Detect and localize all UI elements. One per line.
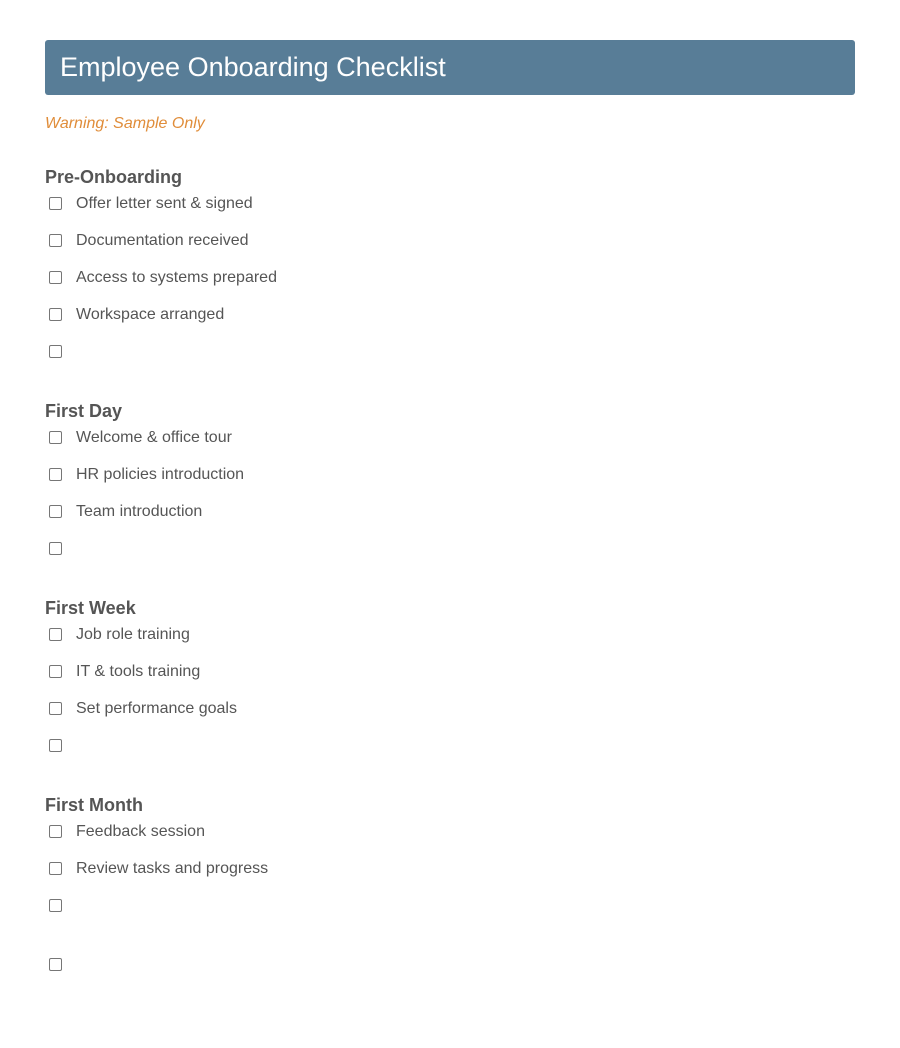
checkbox[interactable]	[49, 628, 62, 641]
checkbox[interactable]	[49, 542, 62, 555]
checklist-item-blank[interactable]	[45, 530, 855, 567]
checkbox[interactable]	[49, 234, 62, 247]
checkbox[interactable]	[49, 739, 62, 752]
checkbox[interactable]	[49, 862, 62, 875]
section-title: First Day	[45, 401, 123, 421]
item-label: Feedback session	[76, 822, 205, 840]
checklist-item-blank[interactable]	[45, 946, 855, 983]
checklist-page	[45, 40, 855, 983]
section-title: First Month	[45, 795, 143, 815]
item-label: Welcome & office tour	[76, 428, 232, 446]
item-label: Review tasks and progress	[76, 859, 269, 877]
section-title: Pre-Onboarding	[45, 167, 183, 187]
checklist-item-blank[interactable]	[45, 333, 855, 370]
checklist-item[interactable]	[45, 850, 855, 887]
section-first-month	[45, 794, 855, 924]
section-title: First Week	[45, 598, 136, 618]
checkbox[interactable]	[49, 197, 62, 210]
checklist-item[interactable]	[45, 813, 855, 850]
trailing-items	[45, 946, 855, 983]
item-label: HR policies introduction	[76, 465, 245, 483]
checkbox[interactable]	[49, 958, 62, 971]
checklist-item[interactable]	[45, 653, 855, 690]
section-first-week	[45, 597, 855, 764]
checkbox[interactable]	[49, 899, 62, 912]
item-label: Offer letter sent & signed	[76, 194, 253, 212]
item-label: Documentation received	[76, 231, 249, 249]
checkbox[interactable]	[49, 702, 62, 715]
checklist-item[interactable]	[45, 616, 855, 653]
checklist-item[interactable]	[45, 222, 855, 259]
page-title: Employee Onboarding Checklist	[60, 52, 446, 82]
page-header	[45, 40, 855, 95]
checkbox[interactable]	[49, 825, 62, 838]
checklist-item[interactable]	[45, 456, 855, 493]
section-pre-onboarding	[45, 166, 855, 370]
checklist-item[interactable]	[45, 419, 855, 456]
checklist-item-blank[interactable]	[45, 727, 855, 764]
checkbox[interactable]	[49, 665, 62, 678]
checklist-item[interactable]	[45, 690, 855, 727]
checkbox[interactable]	[49, 271, 62, 284]
item-label: IT & tools training	[76, 662, 201, 680]
item-label: Workspace arranged	[76, 305, 225, 323]
item-label: Team introduction	[76, 502, 203, 520]
checkbox[interactable]	[49, 431, 62, 444]
warning-text: Warning: Sample Only	[45, 115, 205, 132]
checkbox[interactable]	[49, 345, 62, 358]
checkbox[interactable]	[49, 505, 62, 518]
checklist-item-blank[interactable]	[45, 887, 855, 924]
checklist-item[interactable]	[45, 185, 855, 222]
checklist-item[interactable]	[45, 493, 855, 530]
checkbox[interactable]	[49, 308, 62, 321]
checklist-item[interactable]	[45, 296, 855, 333]
checkbox[interactable]	[49, 468, 62, 481]
checklist-item[interactable]	[45, 259, 855, 296]
section-first-day	[45, 400, 855, 567]
item-label: Access to systems prepared	[76, 268, 277, 286]
item-label: Job role training	[76, 625, 190, 643]
item-label: Set performance goals	[76, 699, 237, 717]
